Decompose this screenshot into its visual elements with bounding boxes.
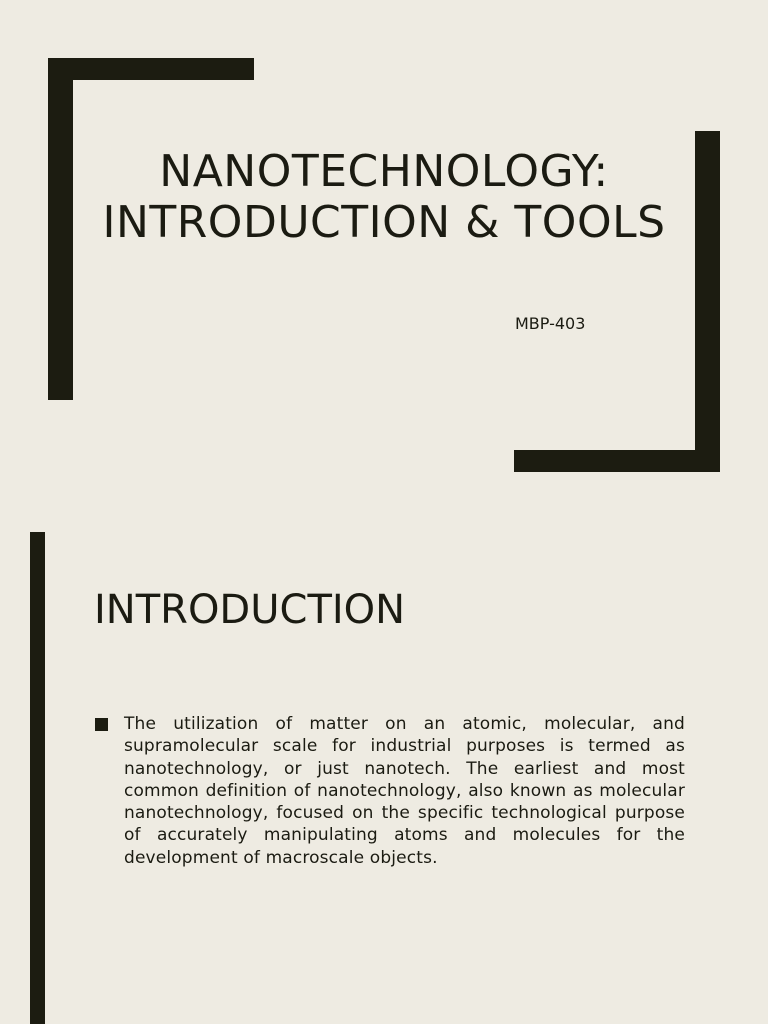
frame-bottom-right-vertical-bar [695,131,720,472]
slide-title: NANOTECHNOLOGY: INTRODUCTION & TOOLS [102,146,666,248]
square-bullet-icon [95,718,108,731]
bullet-item [95,713,685,869]
frame-top-left-vertical-bar [48,58,73,400]
bullet-text: The utilization of matter on an atomic, molecular, and supramolecular scale for industrial purposes is termed as nanotechnology, or just nanotech. The earliest and most common definition of nanotechnology, also known as molecular nanotechnology, focused on the specific technological purpose of accurately manipulating atoms and molecules for the development of macroscale objects. [124,714,685,868]
frame-bottom-right-horizontal-bar [514,450,720,472]
course-code: MBP-403 [515,314,586,333]
frame-top-left-horizontal-bar [48,58,254,80]
slide-accent-bar [30,532,45,1024]
section-heading: INTRODUCTION [94,587,406,633]
